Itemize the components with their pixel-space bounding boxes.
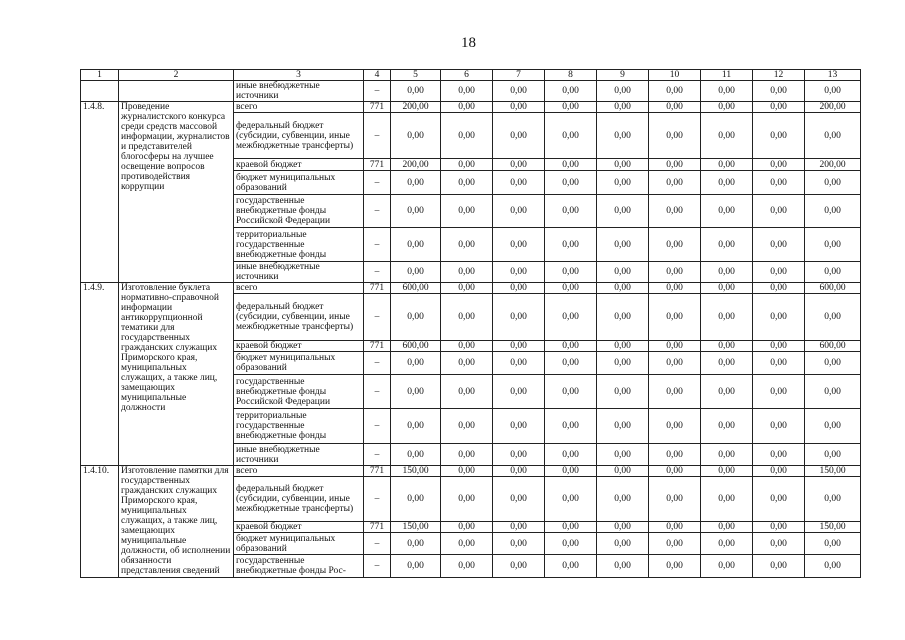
funding-source: иные внебюджетные источники xyxy=(234,81,364,102)
amount-cell: 0,00 xyxy=(493,352,545,375)
amount-cell: 0,00 xyxy=(545,262,597,283)
amount-cell: 0,00 xyxy=(649,555,701,578)
amount-cell: 0,00 xyxy=(493,522,545,533)
budget-code: 771 xyxy=(364,522,391,533)
amount-cell: 0,00 xyxy=(805,228,861,262)
amount-cell: 0,00 xyxy=(441,466,493,477)
amount-cell: 0,00 xyxy=(701,102,753,113)
amount-cell: 0,00 xyxy=(441,102,493,113)
amount-cell: 0,00 xyxy=(391,533,441,555)
amount-cell: 0,00 xyxy=(545,102,597,113)
amount-cell: 0,00 xyxy=(649,294,701,341)
amount-cell: 0,00 xyxy=(545,555,597,578)
funding-source: территориальные государственные внебюджетные фонды xyxy=(234,409,364,444)
item-number-cell xyxy=(81,81,119,102)
amount-cell: 0,00 xyxy=(545,159,597,171)
amount-cell: 600,00 xyxy=(391,341,441,352)
amount-cell: 0,00 xyxy=(493,466,545,477)
amount-cell: 0,00 xyxy=(391,228,441,262)
amount-cell: 200,00 xyxy=(391,159,441,171)
amount-cell: 0,00 xyxy=(545,477,597,522)
amount-cell: 0,00 xyxy=(545,294,597,341)
amount-cell: 0,00 xyxy=(545,195,597,228)
amount-cell: 0,00 xyxy=(649,444,701,466)
amount-cell: 0,00 xyxy=(701,522,753,533)
amount-cell: 0,00 xyxy=(701,195,753,228)
amount-cell: 0,00 xyxy=(597,113,649,159)
funding-source: иные внебюджетные источники xyxy=(234,262,364,283)
header-cell: 8 xyxy=(545,70,597,81)
budget-code: 771 xyxy=(364,341,391,352)
amount-cell: 0,00 xyxy=(649,409,701,444)
amount-cell: 0,00 xyxy=(649,477,701,522)
amount-cell: 0,00 xyxy=(441,113,493,159)
amount-cell: 0,00 xyxy=(649,195,701,228)
amount-cell: 0,00 xyxy=(597,477,649,522)
table-row xyxy=(81,283,861,294)
amount-cell: 0,00 xyxy=(391,352,441,375)
budget-code: – xyxy=(364,555,391,578)
amount-cell: 0,00 xyxy=(391,262,441,283)
amount-cell: 0,00 xyxy=(597,555,649,578)
amount-cell: 0,00 xyxy=(441,81,493,102)
item-description: Изготовление памятки для государственных гражданских служащих Приморского края, муниципальных служащих, а также лиц, замещающих муниципальные должности, об исполнении обязанности представления сведений xyxy=(119,466,234,578)
header-cell: 9 xyxy=(597,70,649,81)
amount-cell: 0,00 xyxy=(753,228,805,262)
table-row xyxy=(81,102,861,113)
amount-cell: 0,00 xyxy=(753,195,805,228)
funding-source: федеральный бюджет (субсидии, субвенции, иные межбюджетные трансферты) xyxy=(234,113,364,159)
page-number: 18 xyxy=(461,35,476,51)
funding-source: краевой бюджет xyxy=(234,159,364,171)
funding-source: краевой бюджет xyxy=(234,522,364,533)
amount-cell: 0,00 xyxy=(441,533,493,555)
amount-cell: 0,00 xyxy=(597,102,649,113)
amount-cell: 0,00 xyxy=(597,228,649,262)
funding-source: бюджет муниципальных образований xyxy=(234,171,364,195)
amount-cell: 0,00 xyxy=(441,262,493,283)
item-number: 1.4.9. xyxy=(81,283,119,466)
amount-cell: 0,00 xyxy=(493,375,545,409)
amount-cell: 0,00 xyxy=(441,444,493,466)
amount-cell: 0,00 xyxy=(545,352,597,375)
amount-cell: 0,00 xyxy=(805,294,861,341)
amount-cell: 0,00 xyxy=(597,466,649,477)
amount-cell: 600,00 xyxy=(805,283,861,294)
amount-cell: 0,00 xyxy=(753,113,805,159)
amount-cell: 0,00 xyxy=(597,341,649,352)
amount-cell: 0,00 xyxy=(493,283,545,294)
amount-cell: 0,00 xyxy=(493,533,545,555)
amount-cell: 0,00 xyxy=(493,262,545,283)
amount-cell: 0,00 xyxy=(701,113,753,159)
amount-cell: 0,00 xyxy=(391,409,441,444)
funding-source: всего xyxy=(234,283,364,294)
amount-cell: 0,00 xyxy=(649,533,701,555)
amount-cell: 0,00 xyxy=(391,81,441,102)
amount-cell: 0,00 xyxy=(441,409,493,444)
amount-cell: 0,00 xyxy=(597,522,649,533)
amount-cell: 0,00 xyxy=(753,294,805,341)
budget-code: – xyxy=(364,113,391,159)
amount-cell: 0,00 xyxy=(649,466,701,477)
amount-cell: 0,00 xyxy=(701,171,753,195)
amount-cell: 0,00 xyxy=(597,294,649,341)
budget-code: – xyxy=(364,294,391,341)
amount-cell: 0,00 xyxy=(493,555,545,578)
item-number: 1.4.8. xyxy=(81,102,119,283)
amount-cell: 0,00 xyxy=(545,444,597,466)
amount-cell: 0,00 xyxy=(701,341,753,352)
amount-cell: 0,00 xyxy=(493,477,545,522)
amount-cell: 0,00 xyxy=(649,352,701,375)
budget-code: – xyxy=(364,262,391,283)
amount-cell: 0,00 xyxy=(753,352,805,375)
amount-cell: 0,00 xyxy=(597,533,649,555)
amount-cell: 0,00 xyxy=(701,159,753,171)
amount-cell: 0,00 xyxy=(701,466,753,477)
budget-code: – xyxy=(364,444,391,466)
amount-cell: 0,00 xyxy=(753,409,805,444)
amount-cell: 0,00 xyxy=(391,195,441,228)
amount-cell: 0,00 xyxy=(701,283,753,294)
amount-cell: 0,00 xyxy=(753,283,805,294)
funding-source: бюджет муниципальных образований xyxy=(234,352,364,375)
amount-cell: 0,00 xyxy=(649,171,701,195)
amount-cell: 200,00 xyxy=(805,159,861,171)
amount-cell: 0,00 xyxy=(545,171,597,195)
amount-cell: 0,00 xyxy=(753,81,805,102)
amount-cell: 0,00 xyxy=(649,228,701,262)
amount-cell: 0,00 xyxy=(805,409,861,444)
amount-cell: 0,00 xyxy=(545,228,597,262)
amount-cell: 0,00 xyxy=(441,294,493,341)
header-cell: 12 xyxy=(753,70,805,81)
amount-cell: 0,00 xyxy=(805,113,861,159)
amount-cell: 0,00 xyxy=(493,195,545,228)
amount-cell: 0,00 xyxy=(649,262,701,283)
amount-cell: 0,00 xyxy=(493,113,545,159)
amount-cell: 0,00 xyxy=(545,522,597,533)
amount-cell: 0,00 xyxy=(545,283,597,294)
amount-cell: 0,00 xyxy=(597,352,649,375)
item-description-cell xyxy=(119,81,234,102)
budget-code: – xyxy=(364,195,391,228)
budget-table xyxy=(80,69,861,578)
amount-cell: 0,00 xyxy=(701,409,753,444)
amount-cell: 0,00 xyxy=(441,283,493,294)
amount-cell: 0,00 xyxy=(493,102,545,113)
funding-source: бюджет муниципальных образований xyxy=(234,533,364,555)
amount-cell: 150,00 xyxy=(805,522,861,533)
amount-cell: 0,00 xyxy=(441,477,493,522)
amount-cell: 0,00 xyxy=(441,195,493,228)
amount-cell: 0,00 xyxy=(597,375,649,409)
amount-cell: 0,00 xyxy=(441,159,493,171)
header-cell: 3 xyxy=(234,70,364,81)
amount-cell: 0,00 xyxy=(597,283,649,294)
amount-cell: 0,00 xyxy=(597,159,649,171)
funding-source: всего xyxy=(234,102,364,113)
budget-code: – xyxy=(364,171,391,195)
amount-cell: 0,00 xyxy=(805,533,861,555)
amount-cell: 0,00 xyxy=(391,477,441,522)
amount-cell: 0,00 xyxy=(391,375,441,409)
amount-cell: 200,00 xyxy=(391,102,441,113)
amount-cell: 0,00 xyxy=(391,555,441,578)
amount-cell: 0,00 xyxy=(441,555,493,578)
amount-cell: 0,00 xyxy=(649,375,701,409)
amount-cell: 0,00 xyxy=(753,375,805,409)
header-cell: 10 xyxy=(649,70,701,81)
amount-cell: 0,00 xyxy=(649,283,701,294)
amount-cell: 0,00 xyxy=(649,159,701,171)
budget-code: 771 xyxy=(364,102,391,113)
amount-cell: 0,00 xyxy=(493,159,545,171)
amount-cell: 0,00 xyxy=(597,81,649,102)
header-cell: 11 xyxy=(701,70,753,81)
budget-code: 771 xyxy=(364,159,391,171)
amount-cell: 0,00 xyxy=(545,375,597,409)
amount-cell: 600,00 xyxy=(391,283,441,294)
amount-cell: 0,00 xyxy=(701,375,753,409)
header-cell: 13 xyxy=(805,70,861,81)
budget-code: – xyxy=(364,375,391,409)
amount-cell: 0,00 xyxy=(597,171,649,195)
amount-cell: 0,00 xyxy=(805,352,861,375)
amount-cell: 0,00 xyxy=(701,228,753,262)
budget-code: – xyxy=(364,81,391,102)
amount-cell: 0,00 xyxy=(649,102,701,113)
amount-cell: 0,00 xyxy=(493,409,545,444)
amount-cell: 0,00 xyxy=(441,352,493,375)
amount-cell: 0,00 xyxy=(493,444,545,466)
amount-cell: 0,00 xyxy=(391,113,441,159)
amount-cell: 0,00 xyxy=(441,228,493,262)
amount-cell: 0,00 xyxy=(753,466,805,477)
amount-cell: 0,00 xyxy=(753,555,805,578)
amount-cell: 0,00 xyxy=(805,262,861,283)
funding-source: государственные внебюджетные фонды Рос- xyxy=(234,555,364,578)
budget-code: – xyxy=(364,228,391,262)
amount-cell: 0,00 xyxy=(545,466,597,477)
amount-cell: 0,00 xyxy=(753,102,805,113)
header-cell: 5 xyxy=(391,70,441,81)
amount-cell: 0,00 xyxy=(805,81,861,102)
amount-cell: 0,00 xyxy=(545,113,597,159)
header-cell: 1 xyxy=(81,70,119,81)
amount-cell: 0,00 xyxy=(805,171,861,195)
amount-cell: 0,00 xyxy=(805,375,861,409)
header-row xyxy=(81,70,861,81)
header-cell: 6 xyxy=(441,70,493,81)
amount-cell: 0,00 xyxy=(441,341,493,352)
header-cell: 4 xyxy=(364,70,391,81)
funding-source: территориальные государственные внебюджетные фонды xyxy=(234,228,364,262)
item-description: Проведение журналистского конкурса среди средств массовой информации, журналистов и представителей блогосферы на лучшее освещение вопросов противодействия коррупции xyxy=(119,102,234,283)
item-description: Изготовление буклета нормативно-справочной информации антикоррупционной тематики для государственных гражданских служащих Приморского края, муниципальных служащих, а также лиц, замещающих муниципальные должности xyxy=(119,283,234,466)
amount-cell: 0,00 xyxy=(649,81,701,102)
amount-cell: 0,00 xyxy=(701,294,753,341)
amount-cell: 0,00 xyxy=(753,522,805,533)
amount-cell: 0,00 xyxy=(805,555,861,578)
amount-cell: 0,00 xyxy=(441,171,493,195)
budget-code: 771 xyxy=(364,466,391,477)
item-number: 1.4.10. xyxy=(81,466,119,578)
amount-cell: 0,00 xyxy=(701,352,753,375)
amount-cell: 0,00 xyxy=(753,171,805,195)
amount-cell: 600,00 xyxy=(805,341,861,352)
budget-code: – xyxy=(364,533,391,555)
amount-cell: 0,00 xyxy=(597,409,649,444)
amount-cell: 0,00 xyxy=(545,409,597,444)
amount-cell: 0,00 xyxy=(441,375,493,409)
amount-cell: 0,00 xyxy=(391,294,441,341)
budget-code: – xyxy=(364,352,391,375)
amount-cell: 0,00 xyxy=(753,262,805,283)
amount-cell: 0,00 xyxy=(701,477,753,522)
table-row xyxy=(81,466,861,477)
amount-cell: 150,00 xyxy=(391,466,441,477)
amount-cell: 0,00 xyxy=(753,477,805,522)
amount-cell: 0,00 xyxy=(493,341,545,352)
funding-source: государственные внебюджетные фонды Российской Федерации xyxy=(234,375,364,409)
amount-cell: 0,00 xyxy=(493,171,545,195)
amount-cell: 0,00 xyxy=(753,159,805,171)
amount-cell: 0,00 xyxy=(545,81,597,102)
amount-cell: 0,00 xyxy=(441,522,493,533)
budget-code: 771 xyxy=(364,283,391,294)
amount-cell: 200,00 xyxy=(805,102,861,113)
amount-cell: 0,00 xyxy=(805,195,861,228)
amount-cell: 0,00 xyxy=(701,81,753,102)
budget-code: – xyxy=(364,477,391,522)
amount-cell: 150,00 xyxy=(805,466,861,477)
funding-source: всего xyxy=(234,466,364,477)
amount-cell: 0,00 xyxy=(805,444,861,466)
amount-cell: 0,00 xyxy=(753,533,805,555)
funding-source: федеральный бюджет (субсидии, субвенции, иные межбюджетные трансферты) xyxy=(234,294,364,341)
funding-source: федеральный бюджет (субсидии, субвенции, иные межбюджетные трансферты) xyxy=(234,477,364,522)
funding-source: краевой бюджет xyxy=(234,341,364,352)
amount-cell: 0,00 xyxy=(701,533,753,555)
amount-cell: 0,00 xyxy=(391,171,441,195)
table-row xyxy=(81,81,861,102)
amount-cell: 0,00 xyxy=(701,262,753,283)
amount-cell: 0,00 xyxy=(545,533,597,555)
amount-cell: 0,00 xyxy=(649,522,701,533)
amount-cell: 0,00 xyxy=(597,262,649,283)
amount-cell: 0,00 xyxy=(701,555,753,578)
amount-cell: 0,00 xyxy=(391,444,441,466)
amount-cell: 0,00 xyxy=(597,444,649,466)
amount-cell: 0,00 xyxy=(597,195,649,228)
amount-cell: 0,00 xyxy=(805,477,861,522)
amount-cell: 0,00 xyxy=(753,341,805,352)
amount-cell: 0,00 xyxy=(493,228,545,262)
funding-source: иные внебюджетные источники xyxy=(234,444,364,466)
amount-cell: 0,00 xyxy=(649,113,701,159)
amount-cell: 0,00 xyxy=(701,444,753,466)
budget-code: – xyxy=(364,409,391,444)
funding-source: государственные внебюджетные фонды Российской Федерации xyxy=(234,195,364,228)
header-cell: 2 xyxy=(119,70,234,81)
amount-cell: 0,00 xyxy=(545,341,597,352)
amount-cell: 0,00 xyxy=(493,81,545,102)
header-cell: 7 xyxy=(493,70,545,81)
amount-cell: 0,00 xyxy=(649,341,701,352)
amount-cell: 0,00 xyxy=(753,444,805,466)
amount-cell: 0,00 xyxy=(493,294,545,341)
amount-cell: 150,00 xyxy=(391,522,441,533)
